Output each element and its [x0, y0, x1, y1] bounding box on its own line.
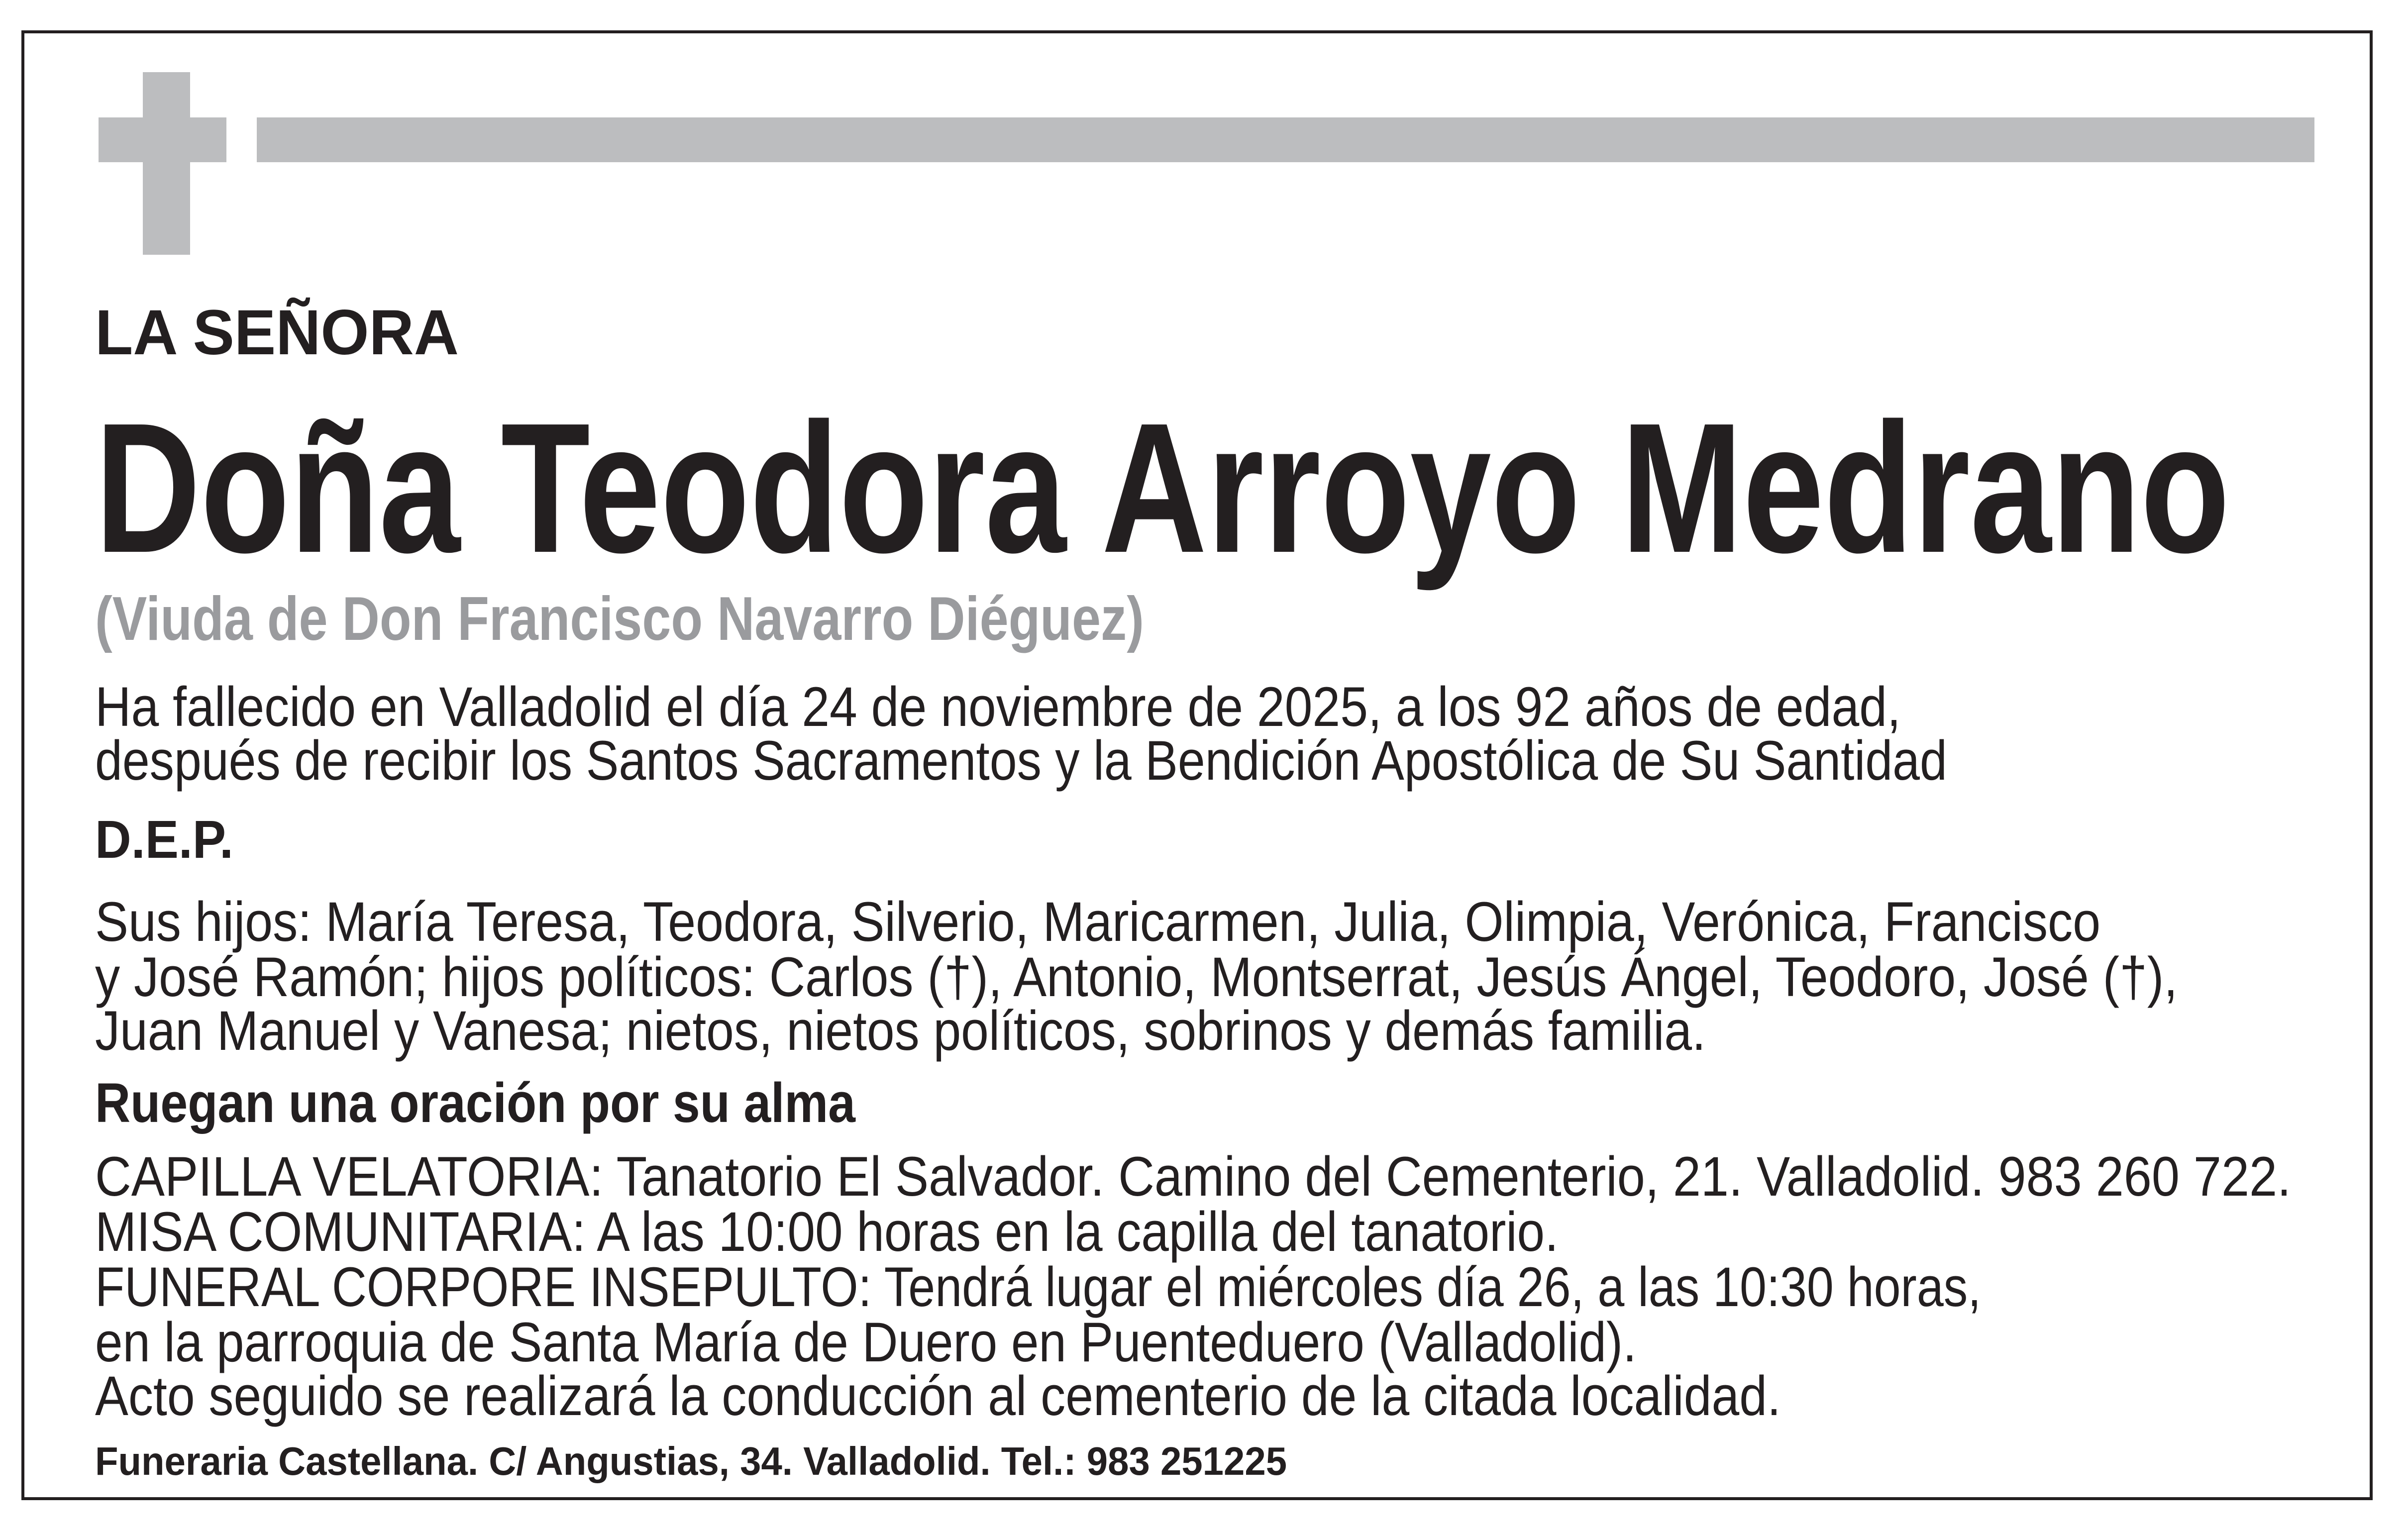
funeral-home-footer: Funeraria Castellana. C/ Angustias, 34. Valladolid. Tel.: 983 251225 [95, 1439, 1287, 1484]
service-line: en la parroquia de Santa María de Duero en Puenteduero (Valladolid). [95, 1311, 1637, 1374]
header-rule [257, 117, 2314, 162]
service-line: Acto seguido se realizará la conducción al cementerio de la citada localidad. [95, 1365, 1781, 1428]
cross-horizontal-bar [99, 117, 226, 162]
title-prefix: LA SEÑORA [95, 297, 459, 369]
widow-subtitle: (Viuda de Don Francisco Navarro Diéguez) [95, 585, 1144, 654]
service-line: CAPILLA VELATORIA: Tanatorio El Salvador. Camino del Cementerio, 21. Valladolid. 983 260 722. [95, 1145, 2292, 1208]
cross-vertical-bar [143, 72, 190, 255]
dep-label: D.E.P. [95, 809, 233, 870]
announcement-line: Ha fallecido en Valladolid el día 24 de noviembre de 2025, a los 92 años de edad, [95, 676, 1901, 738]
family-line: y José Ramón; hijos políticos: Carlos (†), Antonio, Montserrat, Jesús Ángel, Teodoro, José (†), [95, 946, 2178, 1009]
family-line: Juan Manuel y Vanesa; nietos, nietos políticos, sobrinos y demás familia. [95, 1000, 1706, 1062]
service-line: MISA COMUNITARIA: A las 10:00 horas en la capilla del tanatorio. [95, 1201, 1559, 1263]
deceased-name: Doña Teodora Arroyo Medrano [95, 384, 2230, 591]
announcement-line: después de recibir los Santos Sacramentos y la Bendición Apostólica de Su Santidad [95, 729, 1947, 792]
prayer-request: Ruegan una oración por su alma [95, 1072, 855, 1134]
service-line: FUNERAL CORPORE INSEPULTO: Tendrá lugar el miércoles día 26, a las 10:30 horas, [95, 1256, 1982, 1319]
family-line: Sus hijos: María Teresa, Teodora, Silverio, Maricarmen, Julia, Olimpia, Verónica, Francisco [95, 891, 2101, 953]
